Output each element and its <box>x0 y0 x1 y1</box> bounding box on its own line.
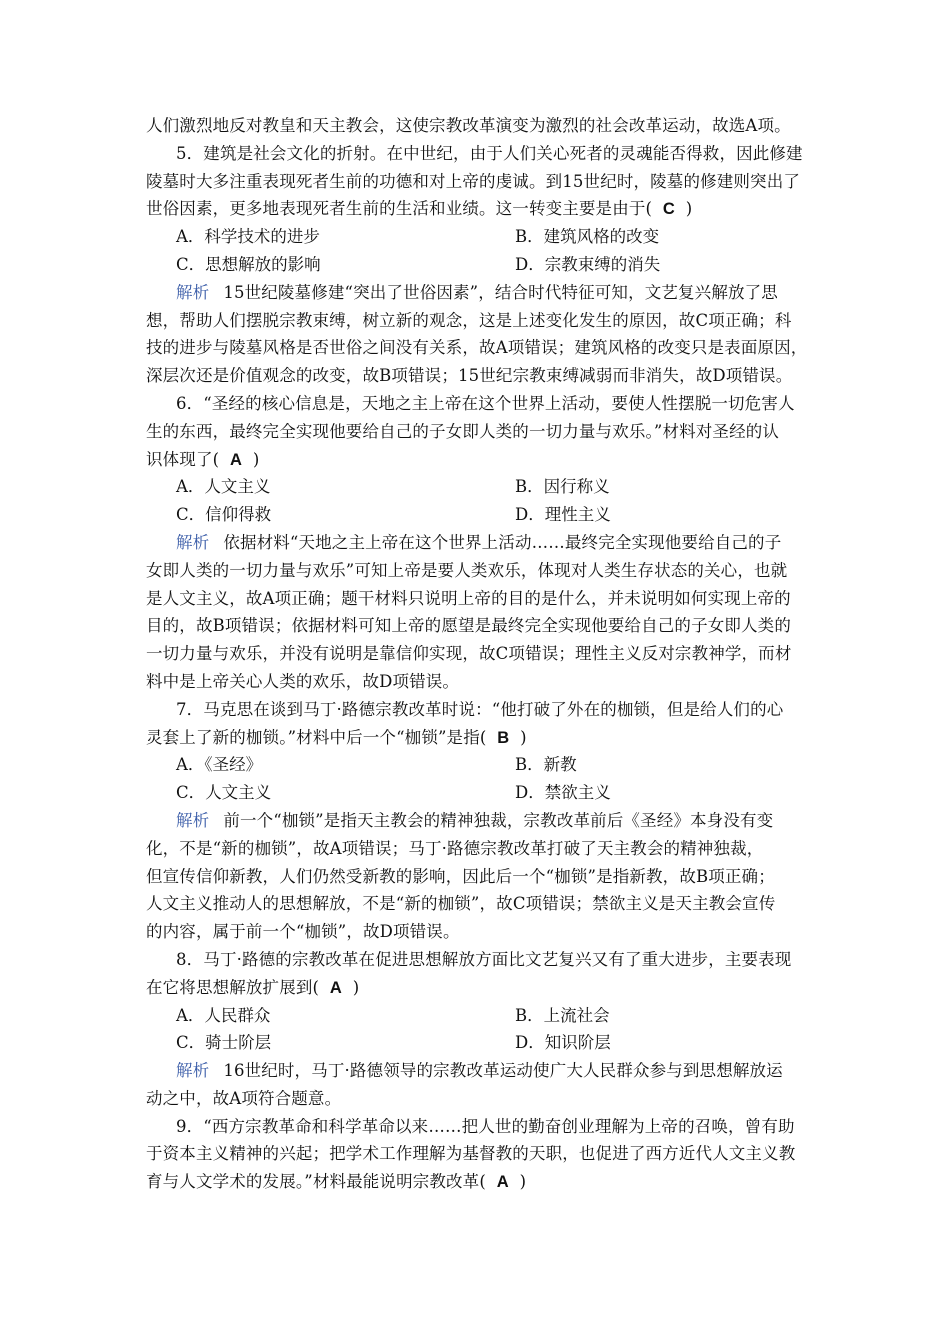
document-page <box>0 112 950 1196</box>
q9-stem-line-3 <box>146 1168 818 1196</box>
q8-answer: A <box>329 978 342 997</box>
q8-explanation-line-2: 动之中，故A项符合题意。 <box>146 1088 342 1108</box>
q7-option-b: B．新教 <box>515 755 577 775</box>
q5-option-d: D．宗教束缚的消失 <box>515 254 661 274</box>
q7-stem-line-1: 7．马克思在谈到马丁·路德宗教改革时说：“他打破了外在的枷锁，但是给人们的心 <box>176 699 784 719</box>
q8-explanation-line-1 <box>146 1057 848 1085</box>
q9-stem-text: 育与人文学术的发展。”材料最能说明宗教改革( <box>146 1172 486 1192</box>
q5-option-a: A．科学技术的进步 <box>176 227 320 247</box>
q9-stem-line-2: 于资本主义精神的兴起；把学术工作理解为基督教的天职，也促进了西方近代人文主义教 <box>146 1144 796 1164</box>
q8-option-a: A．人民群众 <box>176 1005 271 1025</box>
q8-options-row-2 <box>0 1029 950 1057</box>
q7-explanation-line-5: 的内容，属于前一个“枷锁”，故D项错误。 <box>146 922 460 942</box>
q7-options-row-1 <box>0 751 950 779</box>
q5-answer: C <box>662 200 675 219</box>
q5-explanation-line-1 <box>146 279 848 307</box>
q6-option-b: B．因行称义 <box>515 477 610 497</box>
q8-explanation-text-1: 16世纪时，马丁·路德领导的宗教改革运动使广大人民群众参与到思想解放运 <box>223 1061 783 1081</box>
q9-close-paren: ) <box>519 1172 527 1192</box>
q7-answer: B <box>497 728 510 747</box>
q7-option-d: D．禁欲主义 <box>515 783 611 803</box>
q6-explanation-line-2: 女即人类的一切力量与欢乐”可知上帝是要人类欢乐，体现对人类生存状态的关心，也就 <box>146 560 788 580</box>
q7-option-c: C．人文主义 <box>176 783 272 803</box>
q5-explanation-line-3: 技的进步与陵墓风格是否世俗之间没有关系，故A项错误；建筑风格的改变只是表面原因， <box>146 338 808 358</box>
q7-stem-line-2 <box>146 724 818 752</box>
continuation-line: 人们激烈地反对教皇和天主教会，这使宗教改革演变为激烈的社会改革运动，故选A项。 <box>146 116 791 135</box>
q7-explanation-text-1: 前一个“枷锁”是指天主教会的精神独裁，宗教改革前后《圣经》本身没有变 <box>223 810 774 830</box>
q9-stem-line-1: 9．“西方宗教革命和科学革命以来……把人世的勤奋创业理解为上帝的召唤，曾有助 <box>176 1116 795 1136</box>
q5-explanation-text-1: 15世纪陵墓修建“突出了世俗因素”，结合时代特征可知，文艺复兴解放了思 <box>223 282 778 302</box>
q6-explanation-line-1 <box>146 529 848 557</box>
q6-options-row-2 <box>0 501 950 529</box>
q7-option-a: A．《圣经》 <box>176 755 263 775</box>
q5-stem-text: 世俗因素，更多地表现死者生前的生活和业绩。这一转变主要是由于( <box>146 199 653 219</box>
q5-close-paren: ) <box>685 199 693 219</box>
q6-stem-line-3 <box>146 446 818 474</box>
q5-options-row-2 <box>0 251 950 279</box>
q5-stem-line-1: 5．建筑是社会文化的折射。在中世纪，由于人们关心死者的灵魂能否得救，因此修建 <box>176 143 803 163</box>
q6-explanation-line-6: 料中是上帝关心人类的欢乐，故D项错误。 <box>146 671 460 691</box>
q7-close-paren: ) <box>520 727 527 747</box>
q8-stem-text: 在它将思想解放扩展到( <box>146 977 320 997</box>
q8-stem-line-2 <box>146 974 818 1002</box>
explanation-label: 解析 <box>176 1061 210 1081</box>
q8-option-d: D．知识阶层 <box>515 1033 611 1053</box>
q6-option-a: A．人文主义 <box>176 477 271 497</box>
q8-option-c: C．骑士阶层 <box>176 1033 272 1053</box>
q5-explanation-line-4: 深层次还是价值观念的改变，故B项错误；15世纪宗教束缚减弱而非消失，故D项错误。 <box>146 366 793 386</box>
q7-explanation-line-2: 化，不是“新的枷锁”，故A项错误；马丁·路德宗教改革打破了天主教会的精神独裁， <box>146 838 764 858</box>
q6-explanation-text-1: 依据材料“天地之主上帝在这个世界上活动……最终完全实现他要给自己的子 <box>223 532 782 552</box>
q5-options-row-1 <box>0 223 950 251</box>
q5-explanation-line-2: 想，帮助人们摆脱宗教束缚，树立新的观念，这是上述变化发生的原因，故C项正确；科 <box>146 310 792 330</box>
q9-answer: A <box>496 1173 509 1192</box>
q7-explanation-line-1 <box>146 807 848 835</box>
q6-option-c: C．信仰得救 <box>176 505 272 525</box>
q6-options-row-1 <box>0 473 950 501</box>
q5-stem-line-2: 陵墓时大多注重表现死者生前的功德和对上帝的虔诚。到15世纪时，陵墓的修建则突出了 <box>146 171 800 191</box>
q6-explanation-line-3: 是人文主义，故A项正确；题干材料只说明上帝的目的是什么，并未说明如何实现上帝的 <box>146 588 791 608</box>
q8-option-b: B．上流社会 <box>515 1005 610 1025</box>
q5-option-c: C．思想解放的影响 <box>176 254 321 274</box>
q5-stem-line-3 <box>146 195 818 223</box>
q7-explanation-line-4: 人文主义推动人的思想解放，不是“新的枷锁”，故C项错误；禁欲主义是天主教会宣传 <box>146 894 776 914</box>
q7-explanation-line-3: 但宣传信仰新教，人们仍然受新教的影响，因此后一个“枷锁”是指新教，故B项正确； <box>146 866 775 886</box>
q6-stem-text: 识体现了( <box>146 449 220 469</box>
q6-option-d: D．理性主义 <box>515 505 611 525</box>
q6-explanation-line-4: 目的，故B项错误；依据材料可知上帝的愿望是最终完全实现他要给自己的子女即人类的 <box>146 616 791 636</box>
explanation-label: 解析 <box>176 810 210 830</box>
q8-close-paren: ) <box>352 977 360 997</box>
q7-stem-text: 灵套上了新的枷锁。”材料中后一个“枷锁”是指( <box>146 727 487 747</box>
q6-stem-line-2: 生的东西，最终完全实现他要给自己的子女即人类的一切力量与欢乐。”材料对圣经的认 <box>146 421 780 441</box>
q6-stem-line-1: 6．“圣经的核心信息是，天地之主上帝在这个世界上活动，要使人性摆脱一切危害人 <box>176 393 795 413</box>
q6-close-paren: ) <box>252 449 260 469</box>
explanation-label: 解析 <box>176 282 210 302</box>
explanation-label: 解析 <box>176 532 210 552</box>
q6-answer: A <box>229 450 243 469</box>
q7-options-row-2 <box>0 779 950 807</box>
q8-stem-line-1: 8．马丁·路德的宗教改革在促进思想解放方面比文艺复兴又有了重大进步，主要表现 <box>176 949 792 969</box>
q5-option-b: B．建筑风格的改变 <box>515 227 660 247</box>
q6-explanation-line-5: 一切力量与欢乐，并没有说明是靠信仰实现，故C项错误；理性主义反对宗教神学，而材 <box>146 644 792 664</box>
q8-options-row-1 <box>0 1002 950 1030</box>
